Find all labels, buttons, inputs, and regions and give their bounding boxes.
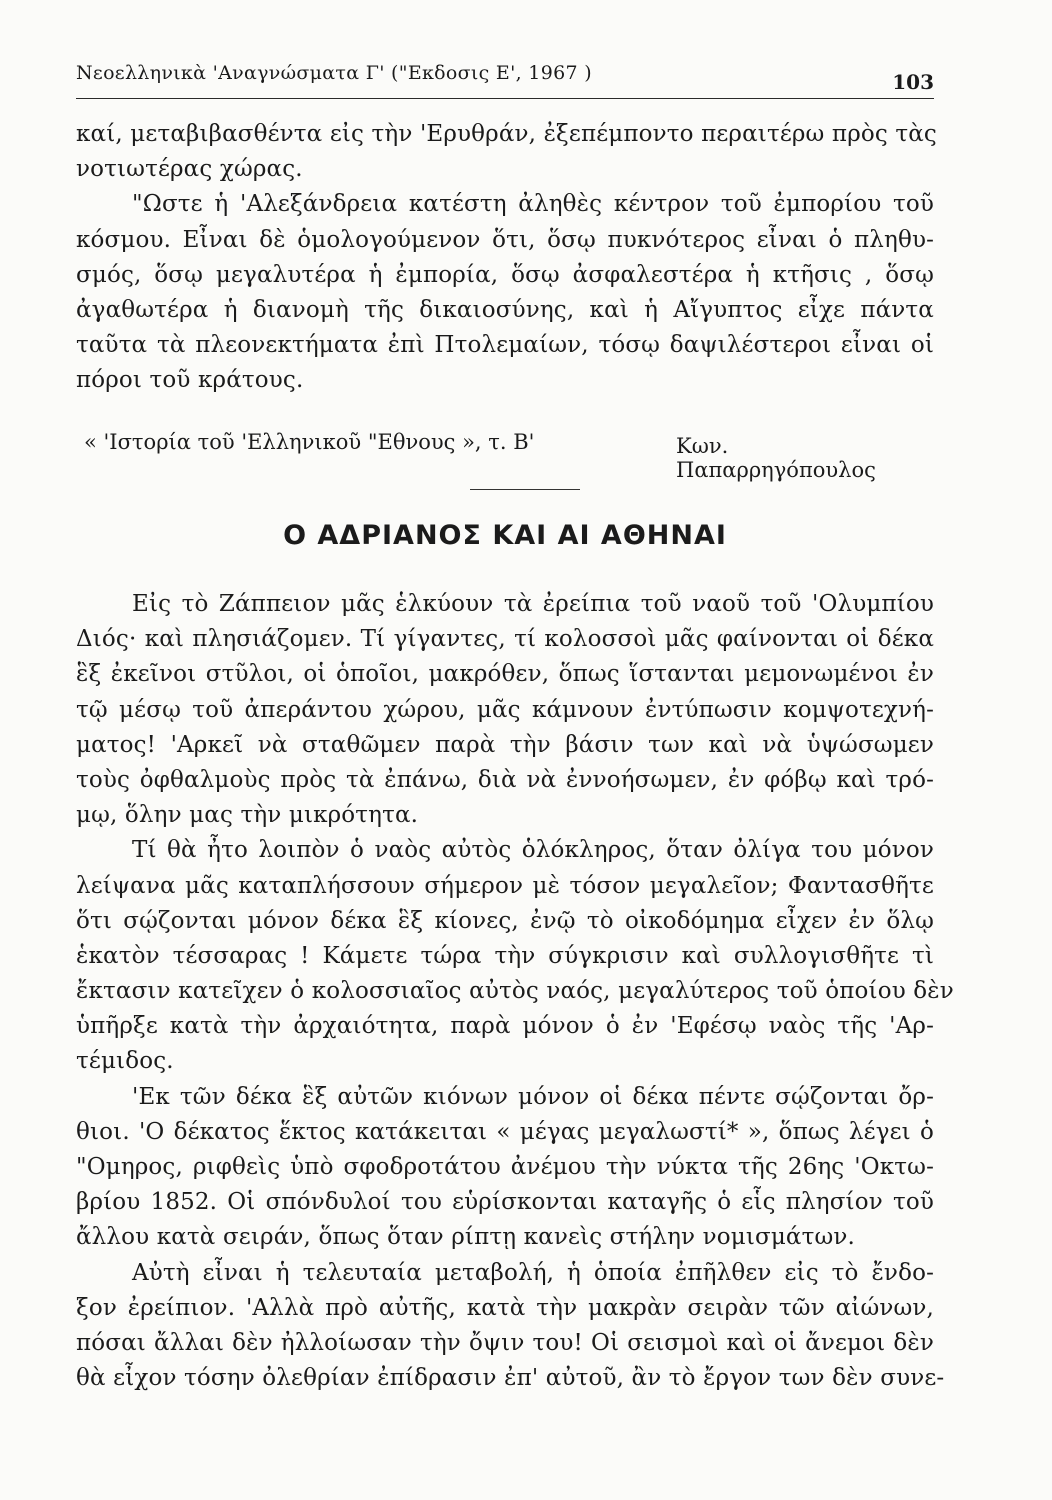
text-line: κόσμου. Εἶναι δὲ ὁμολογούμενον ὅτι, ὅσῳ πυκνότερος εἶναι ὁ πληθυ- xyxy=(76,226,934,253)
running-header xyxy=(76,58,934,99)
text-line: ὅτι σῴζονται μόνον δέκα ἓξ κίονες, ἐνῷ τὸ οἰκοδόμημα εἶχεν ἐν ὅλῳ xyxy=(76,907,934,934)
text-line: ξον ἐρείπιον. 'Αλλὰ πρὸ αὐτῆς, κατὰ τὴν μακρὰν σειρὰν τῶν αἰώνων, xyxy=(76,1294,934,1321)
text-line: 'Εκ τῶν δέκα ἓξ αὐτῶν κιόνων μόνον οἱ δέκα πέντε σῴζονται ὄρ- xyxy=(132,1083,934,1110)
text-line: ἄλλου κατὰ σειράν, ὅπως ὅταν ρίπτῃ κανεὶς στήλην νομισμάτων. xyxy=(76,1224,855,1251)
text-line: καί, μεταβιβασθέντα εἰς τὴν 'Ερυθράν, ἐξεπέμποντο περαιτέρω πρὸς τὰς xyxy=(76,121,937,147)
text-line: βρίου 1852. Οἱ σπόνδυλοί του εὑρίσκονται καταγῆς ὁ εἷς πλησίον τοῦ xyxy=(76,1189,934,1216)
text-line: ματος! 'Αρκεῖ νὰ σταθῶμεν παρὰ τὴν βάσιν των καὶ νὰ ὑψώσωμεν xyxy=(76,731,934,758)
page-number: 103 xyxy=(892,70,934,94)
text-line: ἑκατὸν τέσσαρας ! Κάμετε τώρα τὴν σύγκρισιν καὶ συλλογισθῆτε τὶ xyxy=(76,942,934,969)
text-line: ἓξ ἐκεῖνοι στῦλοι, οἱ ὁποῖοι, μακρόθεν, ὅπως ἵστανται μεμονωμένοι ἐν xyxy=(76,661,934,688)
book-title: Νεοελληνικὰ 'Αναγνώσματα Γ' ("Εκδοσις Ε', 1967 ) xyxy=(76,62,592,84)
text-line: νοτιωτέρας χώρας. xyxy=(76,156,303,183)
article-body xyxy=(76,587,954,1396)
section-divider xyxy=(470,489,580,490)
intro-passage xyxy=(76,117,937,399)
text-line: θὰ εἶχον τόσην ὀλεθρίαν ἐπίδρασιν ἐπ' αὐτοῦ, ἂν τὸ ἔργον των δὲν συνε- xyxy=(76,1365,945,1392)
text-line: Εἰς τὸ Ζάππειον μᾶς ἑλκύουν τὰ ἐρείπια τοῦ ναοῦ τοῦ 'Ολυμπίου xyxy=(132,591,934,617)
text-line: ἀγαθωτέρα ἡ διανομὴ τῆς δικαιοσύνης, καὶ ἡ Αἴγυπτος εἶχε πάντα xyxy=(76,296,934,323)
text-line: τέμιδος. xyxy=(76,1048,174,1075)
text-line: σμός, ὅσῳ μεγαλυτέρα ἡ ἐμπορία, ὅσῳ ἀσφαλεστέρα ἡ κτῆσις , ὅσῳ xyxy=(76,261,934,288)
text-line: τοὺς ὀφθαλμοὺς πρὸς τὰ ἐπάνω, διὰ νὰ ἐννοήσωμεν, ἐν φόβῳ καὶ τρό- xyxy=(76,766,934,793)
text-line: θιοι. 'Ο δέκατος ἕκτος κατάκειται « μέγας μεγαλωστί* », ὅπως λέγει ὁ xyxy=(76,1118,934,1145)
text-line: "Ωστε ἡ 'Αλεξάνδρεια κατέστη ἀληθὲς κέντρον τοῦ ἐμπορίου τοῦ xyxy=(132,191,934,218)
text-line: τῷ μέσῳ τοῦ ἀπεράντου χώρου, μᾶς κάμνουν ἐντύπωσιν κομψοτεχνή- xyxy=(76,696,934,723)
text-line: Τί θὰ ἦτο λοιπὸν ὁ ναὸς αὐτὸς ὁλόκληρος, ὅταν ὀλίγα του μόνον xyxy=(132,837,934,864)
source-reference: « 'Ιστορία τοῦ 'Ελληνικοῦ "Εθνους », τ. Β' xyxy=(84,430,535,454)
source-citation xyxy=(84,426,934,482)
text-line: λείψανα μᾶς καταπλήσσουν σήμερον μὲ τόσον μεγαλεῖον; Φαντασθῆτε xyxy=(76,872,934,899)
text-line: πόροι τοῦ κράτους. xyxy=(76,367,304,394)
text-line: ταῦτα τὰ πλεονεκτήματα ἐπὶ Πτολεμαίων, τόσῳ δαψιλέστεροι εἶναι οἱ xyxy=(76,332,934,359)
section-title: Ο ΑΔΡΙΑΝΟΣ ΚΑΙ ΑΙ ΑΘΗΝΑΙ xyxy=(283,520,727,551)
text-line: πόσαι ἄλλαι δὲν ἠλλοίωσαν τὴν ὄψιν του! Οἱ σεισμοὶ καὶ οἱ ἄνεμοι δὲν xyxy=(76,1329,934,1356)
source-author: Κων. Παπαρρηγόπουλος xyxy=(676,434,876,482)
text-line: Αὐτὴ εἶναι ἡ τελευταία μεταβολή, ἡ ὁποία ἐπῆλθεν εἰς τὸ ἔνδο- xyxy=(132,1259,934,1286)
text-line: ἔκτασιν κατεῖχεν ὁ κολοσσιαῖος αὐτὸς ναός, μεγαλύτερος τοῦ ὁποίου δὲν xyxy=(76,978,954,1005)
text-line: μῳ, ὅλην μας τὴν μικρότητα. xyxy=(76,802,419,829)
text-line: ὑπῆρξε κατὰ τὴν ἀρχαιότητα, παρὰ μόνον ὁ ἐν 'Εφέσῳ ναὸς τῆς 'Αρ- xyxy=(76,1013,934,1040)
text-line: Διός· καὶ πλησιάζομεν. Τί γίγαντες, τί κολοσσοὶ μᾶς φαίνονται οἱ δέκα xyxy=(76,626,934,653)
text-line: "Ομηρος, ριφθεὶς ὑπὸ σφοδροτάτου ἀνέμου τὴν νύκτα τῆς 26ης 'Οκτω- xyxy=(76,1154,934,1180)
